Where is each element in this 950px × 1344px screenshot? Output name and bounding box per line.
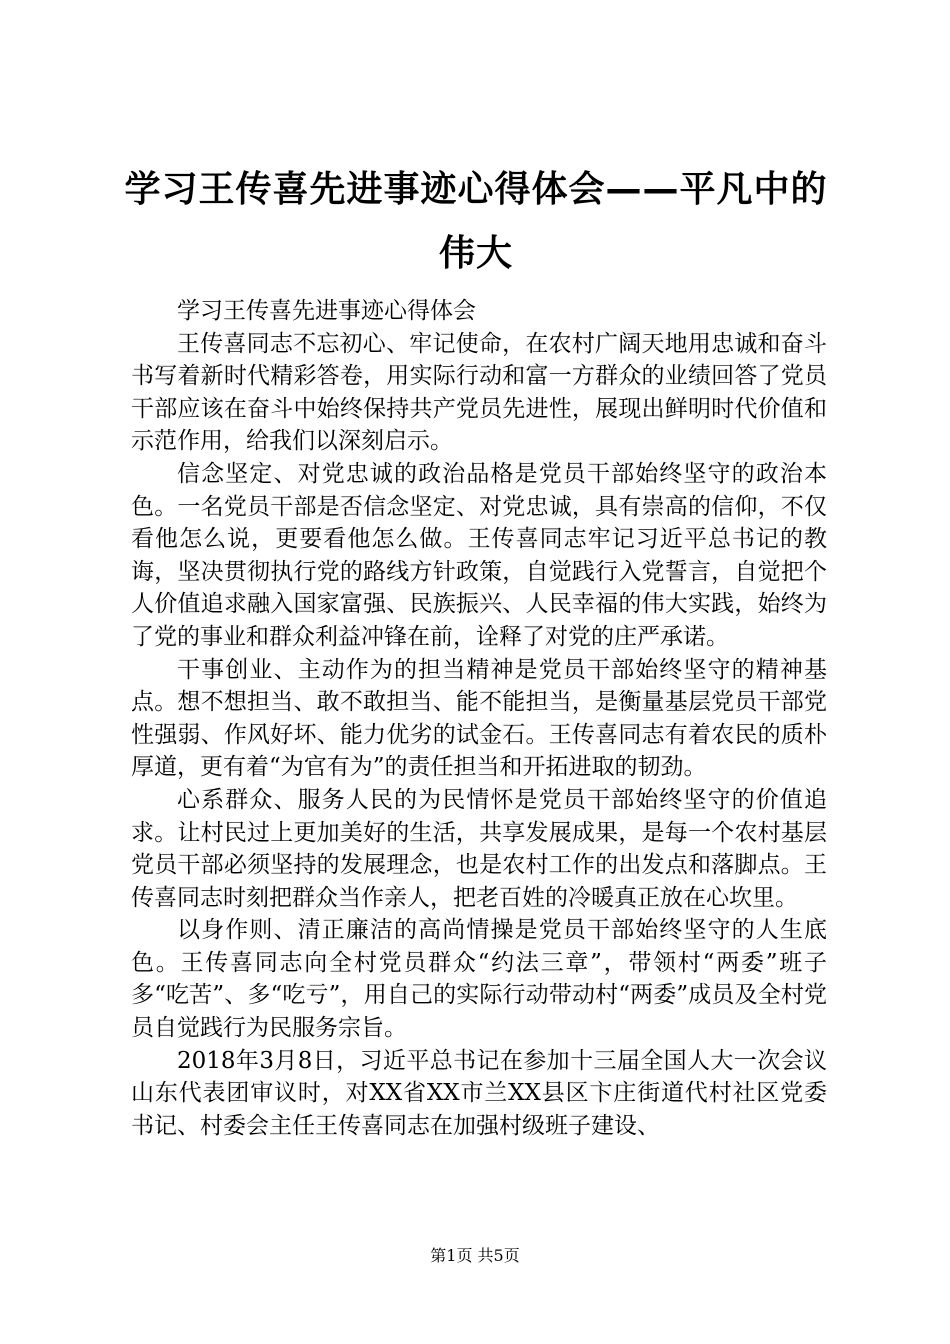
page-number-footer: 第1页 共5页 [430, 1246, 520, 1265]
paragraph-2: 信念坚定、对党忠诚的政治品格是党员干部始终坚守的政治本色。一名党员干部是否信念坚定、对党忠诚，具有崇高的信仰，不仅看他怎么说，更要看他怎么做。王传喜同志牢记习近平总书记的教诲，坚决贯彻执行党的路线方针政策，自觉践行入党誓言，自觉把个人价值追求融入国家富强、民族振兴、人民幸福的伟大实践，始终为了党的事业和群众利益冲锋在前，诠释了对党的庄严承诺。 [131, 460, 827, 650]
paragraph-1: 王传喜同志不忘初心、牢记使命，在农村广阔天地用忠诚和奋斗书写着新时代精彩答卷，用实际行动和富一方群众的业绩回答了党员干部应该在奋斗中始终保持共产党员先进性，展现出鲜明时代价值和示范作用，给我们以深刻启示。 [131, 330, 827, 455]
paragraph-3: 干事创业、主动作为的担当精神是党员干部始终坚守的精神基点。想不想担当、敢不敢担当、能不能担当，是衡量基层党员干部党性强弱、作风好坏、能力优劣的试金石。王传喜同志有着农民的质朴厚道，更有着“为官有为”的责任担当和开拓进取的韧劲。 [131, 656, 827, 781]
paragraph-5: 以身作则、清正廉洁的高尚情操是党员干部始终坚守的人生底色。王传喜同志向全村党员群众“约法三章”，带领村“两委”班子多“吃苦”、多“吃亏”，用自己的实际行动带动村“两委”成员及全村党员自觉践行为民服务宗旨。 [131, 917, 827, 1042]
paragraph-4: 心系群众、服务人民的为民情怀是党员干部始终坚守的价值追求。让村民过上更加美好的生活，共享发展成果，是每一个农村基层党员干部必须坚持的发展理念，也是农村工作的出发点和落脚点。王传喜同志时刻把群众当作亲人，把老百姓的冷暖真正放在心坎里。 [131, 786, 827, 911]
document-title: 学习王传喜先进事迹心得体会——平凡中的伟大 [124, 169, 828, 274]
document-body [131, 295, 827, 1142]
document-subtitle: 学习王传喜先进事迹心得体会 [177, 298, 476, 324]
paragraph-6: 2018年3月8日，习近平总书记在参加十三届全国人大一次会议山东代表团审议时，对XX省XX市兰XX县区卞庄街道代村社区党委书记、村委会主任王传喜同志在加强村级班子建设、 [131, 1047, 827, 1139]
